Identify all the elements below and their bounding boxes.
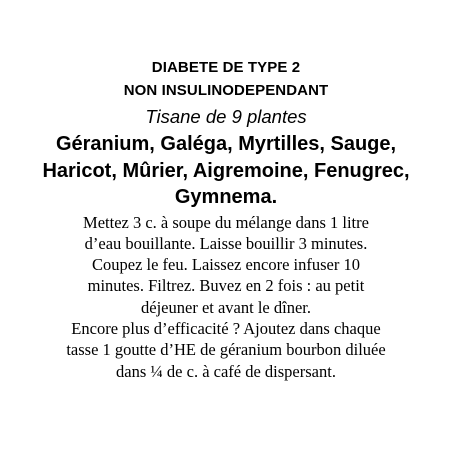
plant-list-line-2: Haricot, Mûrier, Aigremoine, Fenugrec, <box>42 159 410 182</box>
document-heading <box>0 56 452 102</box>
instruction-line-6: Encore plus d’efficacité ? Ajoutez dans chaque <box>71 318 381 338</box>
instruction-line-2: d’eau bouillante. Laisse bouillir 3 minutes. <box>84 233 368 253</box>
plant-list <box>0 131 452 211</box>
plant-list-line-3: Gymnema. <box>174 186 278 208</box>
instructions-text <box>0 212 452 382</box>
heading-line-1: DIABETE DE TYPE 2 <box>151 59 301 76</box>
instruction-line-4: minutes. Filtrez. Buvez en 2 fois : au petit <box>87 276 365 296</box>
instruction-line-3: Coupez le feu. Laissez encore infuser 10 <box>91 255 360 275</box>
document-subtitle: Tisane de 9 plantes <box>145 106 307 127</box>
instruction-line-5: déjeuner et avant le dîner. <box>141 297 311 317</box>
plant-list-line-1: Géranium, Galéga, Myrtilles, Sauge, <box>55 133 397 155</box>
instruction-line-1: Mettez 3 c. à soupe du mélange dans 1 litre <box>83 212 369 232</box>
heading-line-2: NON INSULINODEPENDANT <box>123 82 329 99</box>
instruction-line-7: tasse 1 goutte d’HE de géranium bourbon diluée <box>66 340 386 360</box>
instruction-line-8: dans ¼ de c. à café de dispersant. <box>116 361 336 381</box>
